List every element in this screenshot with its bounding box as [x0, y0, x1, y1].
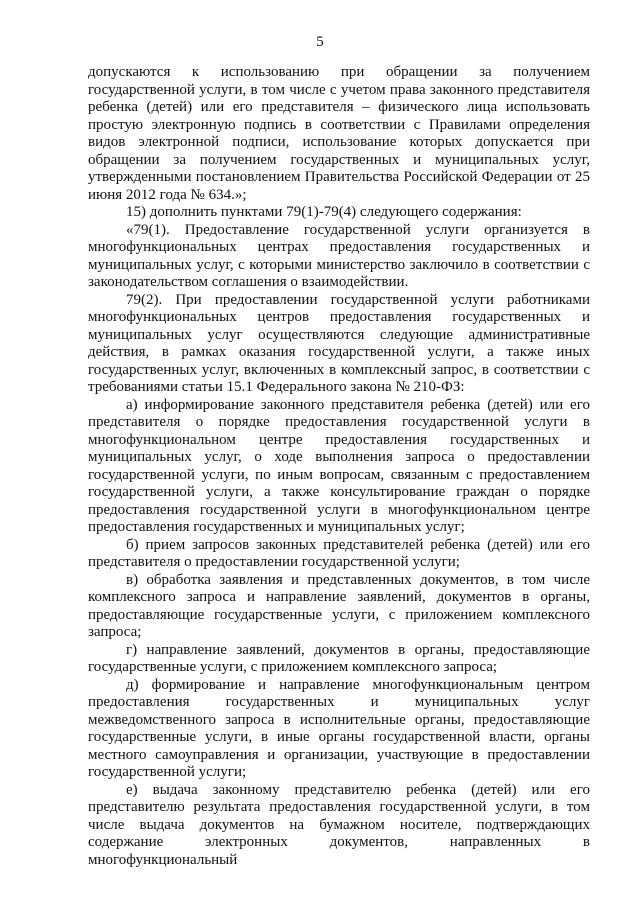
subparagraph-b: б) прием запросов законных представителей ребенка (детей) или его представителя о предоставлении государственной услуги;: [88, 536, 590, 570]
paragraph-79-2: 79(2). При предоставлении государственной услуги работниками многофункциональных центров предоставления государственных и муниципальных услуг осуществляются следующие административные действия, в рамках оказания государственной услуги, а также иных государственных услуг, включенных в комплексный запрос, в соответствии с требованиями статьи 15.1 Федерального закона № 210-ФЗ:: [88, 291, 590, 395]
paragraph-continuation: допускаются к использованию при обращении за получением государственной услуги, в том числе с учетом права законного представителя ребенка (детей) или его представителя – физического лица использовать простую электронную подпись в соответствии с Правилами определения видов электронной подписи, использование которых допускается при обращении за получением государственных и муниципальных услуг, утвержденными постановлением Правительства Российской Федерации от 25 июня 2012 года № 634.»;: [88, 64, 590, 203]
document-body: [88, 64, 590, 869]
subparagraph-d: д) формирование и направление многофункциональным центром предоставления государственных и муниципальных услуг межведомственного запроса в исполнительные органы, предоставляющие государственные услуги, в иные органы государственной власти, органы местного самоуправления и организации, участвующие в предоставлении государственной услуги;: [88, 676, 590, 780]
subparagraph-e: е) выдача законному представителю ребенка (детей) или его представителю результата предоставления государственной услуги, в том числе выдача документов на бумажном носителе, подтверждающих содержание электронных документов, направленных в многофункциональный: [88, 781, 590, 868]
subparagraph-g: г) направление заявлений, документов в органы, предоставляющие государственные услуги, с приложением комплексного запроса;: [88, 641, 590, 675]
paragraph-item-15: 15) дополнить пунктами 79(1)-79(4) следующего содержания:: [126, 204, 522, 220]
subparagraph-v: в) обработка заявления и представленных документов, в том числе комплексного запроса и направление заявлений, документов в органы, предоставляющие государственные услуги, с приложением комплексного запроса;: [88, 571, 590, 640]
paragraph-79-1: «79(1). Предоставление государственной услуги организуется в многофункциональных центрах предоставления государственных и муниципальных услуг, с которыми министерство заключило в соответствии с законодательством соглашения о взаимодействии.: [88, 221, 590, 290]
page-number: 5: [316, 34, 324, 50]
subparagraph-a: а) информирование законного представителя ребенка (детей) или его представителя о порядке предоставления государственной услуги в многофункциональном центре предоставления государственных и муниципальных услуг, о ходе выполнения запроса о предоставлении государственной услуги, по иным вопросам, связанным с предоставлением государственной услуги, а также консультирование граждан о порядке предоставления государственной услуги в многофункциональном центре предоставления государственных и муниципальных услуг;: [88, 396, 590, 535]
